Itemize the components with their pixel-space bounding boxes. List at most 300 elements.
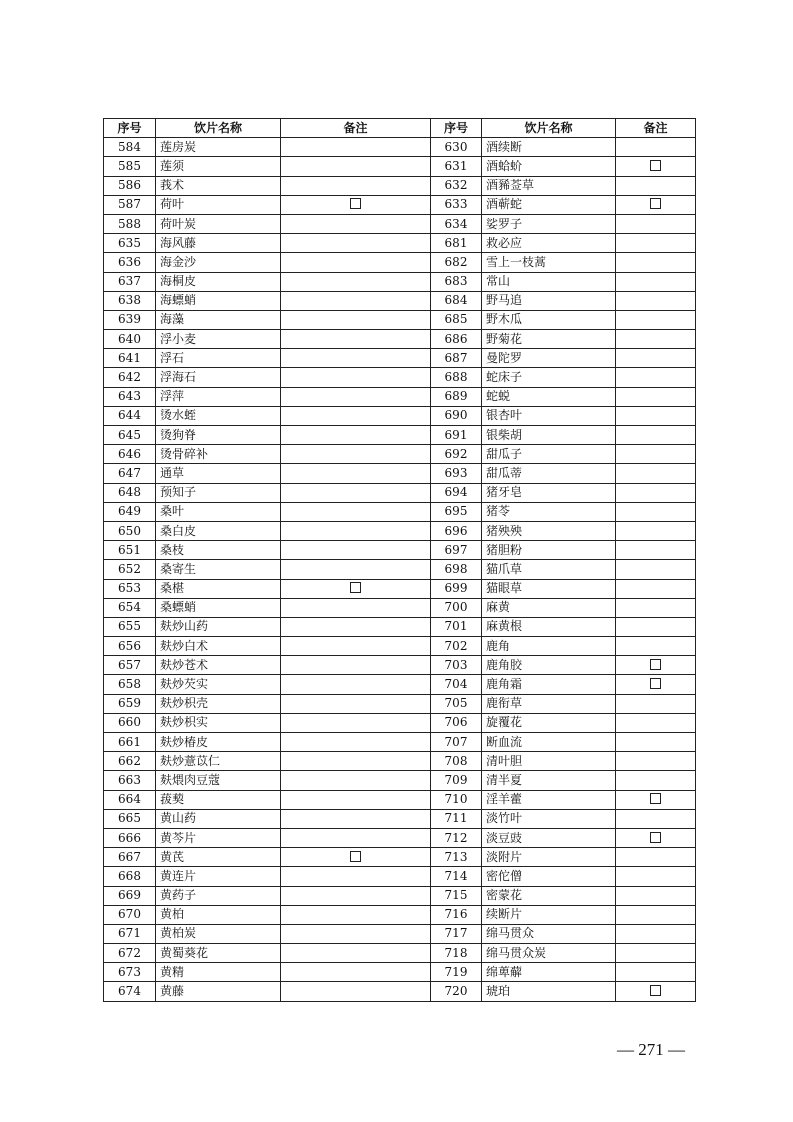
- index-cell: 651: [104, 541, 156, 560]
- table-row: [104, 848, 696, 867]
- table-row: [104, 176, 696, 195]
- herb-name-cell: 浮萍: [156, 387, 281, 406]
- index-cell: 715: [431, 886, 482, 905]
- note-cell: [281, 944, 431, 963]
- note-cell: [616, 464, 696, 483]
- note-cell: [281, 809, 431, 828]
- table-row: [104, 426, 696, 445]
- index-cell: 718: [431, 944, 482, 963]
- herb-name-cell: 通草: [156, 464, 281, 483]
- note-cell: [616, 406, 696, 425]
- herb-name-cell: 莲房炭: [156, 138, 281, 157]
- herb-name-cell: 桑椹: [156, 579, 281, 598]
- note-cell: [616, 694, 696, 713]
- index-cell: 635: [104, 234, 156, 253]
- checkbox-icon: [650, 659, 661, 670]
- index-cell: 633: [431, 195, 482, 214]
- table-body: [104, 138, 696, 1001]
- herb-name-cell: 淫羊藿: [482, 790, 616, 809]
- index-cell: 587: [104, 195, 156, 214]
- index-cell: 660: [104, 713, 156, 732]
- table-row: [104, 598, 696, 617]
- index-cell: 674: [104, 982, 156, 1001]
- note-cell: [281, 828, 431, 847]
- herb-name-cell: 桑螵蛸: [156, 598, 281, 617]
- index-cell: 668: [104, 867, 156, 886]
- herb-name-cell: 清叶胆: [482, 752, 616, 771]
- index-cell: 642: [104, 368, 156, 387]
- note-cell: [616, 214, 696, 233]
- table-row: [104, 521, 696, 540]
- note-cell: [616, 656, 696, 675]
- herb-name-cell: 桑寄生: [156, 560, 281, 579]
- note-cell: [281, 330, 431, 349]
- table-row: [104, 790, 696, 809]
- herb-name-cell: 猪胆粉: [482, 541, 616, 560]
- herb-name-cell: 淡豆豉: [482, 828, 616, 847]
- index-cell: 699: [431, 579, 482, 598]
- herb-name-cell: 绵马贯众炭: [482, 944, 616, 963]
- note-cell: [616, 867, 696, 886]
- note-cell: [616, 445, 696, 464]
- table-row: [104, 195, 696, 214]
- index-cell: 700: [431, 598, 482, 617]
- herb-name-cell: 野木瓜: [482, 310, 616, 329]
- note-cell: [281, 502, 431, 521]
- note-cell: [616, 330, 696, 349]
- index-cell: 658: [104, 675, 156, 694]
- note-cell: [616, 905, 696, 924]
- note-cell: [616, 828, 696, 847]
- note-cell: [281, 349, 431, 368]
- note-cell: [281, 982, 431, 1001]
- herb-name-cell: 麸炒枳实: [156, 713, 281, 732]
- index-cell: 697: [431, 541, 482, 560]
- herb-name-cell: 野菊花: [482, 330, 616, 349]
- index-cell: 698: [431, 560, 482, 579]
- note-cell: [281, 617, 431, 636]
- note-cell: [616, 291, 696, 310]
- checkbox-icon: [650, 985, 661, 996]
- index-cell: 720: [431, 982, 482, 1001]
- checkbox-icon: [650, 832, 661, 843]
- note-cell: [616, 713, 696, 732]
- herb-name-cell: 黄藤: [156, 982, 281, 1001]
- index-cell: 637: [104, 272, 156, 291]
- herb-name-cell: 麸炒芡实: [156, 675, 281, 694]
- index-cell: 639: [104, 310, 156, 329]
- note-cell: [281, 272, 431, 291]
- herb-name-cell: 浮小麦: [156, 330, 281, 349]
- index-cell: 666: [104, 828, 156, 847]
- herb-name-cell: 海金沙: [156, 253, 281, 272]
- index-cell: 672: [104, 944, 156, 963]
- index-cell: 687: [431, 349, 482, 368]
- herb-name-cell: 海螵蛸: [156, 291, 281, 310]
- herb-name-cell: 琥珀: [482, 982, 616, 1001]
- header-note-right: 备注: [616, 119, 696, 138]
- index-cell: 714: [431, 867, 482, 886]
- index-cell: 665: [104, 809, 156, 828]
- header-index-left: 序号: [104, 119, 156, 138]
- index-cell: 667: [104, 848, 156, 867]
- note-cell: [616, 617, 696, 636]
- herb-name-cell: 黄精: [156, 963, 281, 982]
- table-row: [104, 310, 696, 329]
- note-cell: [616, 138, 696, 157]
- header-name-left: 饮片名称: [156, 119, 281, 138]
- table-row: [104, 924, 696, 943]
- herb-name-cell: 桑枝: [156, 541, 281, 560]
- index-cell: 703: [431, 656, 482, 675]
- note-cell: [616, 848, 696, 867]
- index-cell: 702: [431, 637, 482, 656]
- herb-name-cell: 曼陀罗: [482, 349, 616, 368]
- herb-name-cell: 野马追: [482, 291, 616, 310]
- herb-name-cell: 麸炒枳壳: [156, 694, 281, 713]
- herb-name-cell: 娑罗子: [482, 214, 616, 233]
- note-cell: [281, 445, 431, 464]
- herb-name-cell: 浮海石: [156, 368, 281, 387]
- note-cell: [281, 905, 431, 924]
- herb-name-cell: 烫狗脊: [156, 426, 281, 445]
- index-cell: 669: [104, 886, 156, 905]
- herb-name-cell: 黄药子: [156, 886, 281, 905]
- herb-name-cell: 绵萆薢: [482, 963, 616, 982]
- header-index-right: 序号: [431, 119, 482, 138]
- note-cell: [616, 483, 696, 502]
- index-cell: 670: [104, 905, 156, 924]
- note-cell: [281, 387, 431, 406]
- checkbox-icon: [650, 160, 661, 171]
- note-cell: [281, 157, 431, 176]
- index-cell: 657: [104, 656, 156, 675]
- table-row: [104, 905, 696, 924]
- index-cell: 655: [104, 617, 156, 636]
- index-cell: 661: [104, 733, 156, 752]
- index-cell: 632: [431, 176, 482, 195]
- note-cell: [616, 733, 696, 752]
- herb-name-cell: 猪牙皂: [482, 483, 616, 502]
- table-row: [104, 483, 696, 502]
- herb-name-cell: 鹿角: [482, 637, 616, 656]
- herb-name-cell: 黄芪: [156, 848, 281, 867]
- herb-name-cell: 甜瓜蒂: [482, 464, 616, 483]
- note-cell: [281, 176, 431, 195]
- table-row: [104, 963, 696, 982]
- note-cell: [281, 541, 431, 560]
- note-cell: [616, 502, 696, 521]
- index-cell: 671: [104, 924, 156, 943]
- herb-name-cell: 猫爪草: [482, 560, 616, 579]
- index-cell: 688: [431, 368, 482, 387]
- index-cell: 649: [104, 502, 156, 521]
- herb-table: [103, 118, 696, 1002]
- note-cell: [616, 368, 696, 387]
- index-cell: 689: [431, 387, 482, 406]
- index-cell: 690: [431, 406, 482, 425]
- table-row: [104, 560, 696, 579]
- herb-name-cell: 黄连片: [156, 867, 281, 886]
- table-row: [104, 809, 696, 828]
- herb-name-cell: 雪上一枝蒿: [482, 253, 616, 272]
- note-cell: [616, 253, 696, 272]
- note-cell: [281, 521, 431, 540]
- index-cell: 644: [104, 406, 156, 425]
- table-row: [104, 157, 696, 176]
- index-cell: 634: [431, 214, 482, 233]
- note-cell: [616, 924, 696, 943]
- note-cell: [616, 176, 696, 195]
- index-cell: 683: [431, 272, 482, 291]
- index-cell: 713: [431, 848, 482, 867]
- table-row: [104, 253, 696, 272]
- table-row: [104, 406, 696, 425]
- herb-name-cell: 荷叶: [156, 195, 281, 214]
- note-cell: [281, 848, 431, 867]
- table-row: [104, 694, 696, 713]
- index-cell: 640: [104, 330, 156, 349]
- page-number: — 271 —: [617, 1040, 685, 1059]
- herb-name-cell: 浮石: [156, 349, 281, 368]
- note-cell: [281, 560, 431, 579]
- index-cell: 664: [104, 790, 156, 809]
- table-row: [104, 886, 696, 905]
- table-row: [104, 272, 696, 291]
- table-row: [104, 330, 696, 349]
- note-cell: [281, 733, 431, 752]
- index-cell: 584: [104, 138, 156, 157]
- note-cell: [281, 253, 431, 272]
- table-row: [104, 234, 696, 253]
- table-row: [104, 502, 696, 521]
- herb-name-cell: 续断片: [482, 905, 616, 924]
- checkbox-icon: [650, 793, 661, 804]
- note-cell: [281, 195, 431, 214]
- herb-name-cell: 鹿角胶: [482, 656, 616, 675]
- note-cell: [281, 214, 431, 233]
- index-cell: 711: [431, 809, 482, 828]
- herb-name-cell: 断血流: [482, 733, 616, 752]
- herb-name-cell: 海风藤: [156, 234, 281, 253]
- note-cell: [281, 867, 431, 886]
- note-cell: [281, 406, 431, 425]
- note-cell: [616, 963, 696, 982]
- herb-name-cell: 银柴胡: [482, 426, 616, 445]
- herb-name-cell: 酒蕲蛇: [482, 195, 616, 214]
- index-cell: 659: [104, 694, 156, 713]
- note-cell: [281, 310, 431, 329]
- note-cell: [616, 809, 696, 828]
- herb-name-cell: 黄芩片: [156, 828, 281, 847]
- index-cell: 712: [431, 828, 482, 847]
- note-cell: [616, 886, 696, 905]
- note-cell: [281, 464, 431, 483]
- herb-name-cell: 菝葜: [156, 790, 281, 809]
- herb-name-cell: 猪苓: [482, 502, 616, 521]
- index-cell: 673: [104, 963, 156, 982]
- herb-name-cell: 鹿衔草: [482, 694, 616, 713]
- index-cell: 631: [431, 157, 482, 176]
- herb-name-cell: 密佗僧: [482, 867, 616, 886]
- note-cell: [281, 963, 431, 982]
- note-cell: [281, 598, 431, 617]
- herb-name-cell: 淡附片: [482, 848, 616, 867]
- table-row: [104, 445, 696, 464]
- index-cell: 694: [431, 483, 482, 502]
- note-cell: [616, 310, 696, 329]
- index-cell: 719: [431, 963, 482, 982]
- note-cell: [616, 752, 696, 771]
- herb-name-cell: 麸炒山药: [156, 617, 281, 636]
- index-cell: 643: [104, 387, 156, 406]
- table-row: [104, 637, 696, 656]
- index-cell: 692: [431, 445, 482, 464]
- herb-name-cell: 麸煨肉豆蔻: [156, 771, 281, 790]
- header-note-left: 备注: [281, 119, 431, 138]
- index-cell: 701: [431, 617, 482, 636]
- note-cell: [281, 924, 431, 943]
- note-cell: [616, 637, 696, 656]
- index-cell: 705: [431, 694, 482, 713]
- table-row: [104, 464, 696, 483]
- note-cell: [616, 944, 696, 963]
- note-cell: [616, 234, 696, 253]
- note-cell: [281, 234, 431, 253]
- table-row: [104, 752, 696, 771]
- note-cell: [281, 713, 431, 732]
- checkbox-icon: [350, 851, 361, 862]
- table-row: [104, 944, 696, 963]
- table-row: [104, 828, 696, 847]
- index-cell: 636: [104, 253, 156, 272]
- herb-name-cell: 救必应: [482, 234, 616, 253]
- index-cell: 708: [431, 752, 482, 771]
- herb-name-cell: 烫水蛭: [156, 406, 281, 425]
- herb-name-cell: 莲须: [156, 157, 281, 176]
- note-cell: [281, 656, 431, 675]
- index-cell: 647: [104, 464, 156, 483]
- index-cell: 586: [104, 176, 156, 195]
- note-cell: [616, 157, 696, 176]
- herb-name-cell: 蛇床子: [482, 368, 616, 387]
- index-cell: 706: [431, 713, 482, 732]
- note-cell: [616, 195, 696, 214]
- index-cell: 716: [431, 905, 482, 924]
- table-row: [104, 291, 696, 310]
- herb-name-cell: 麸炒苍术: [156, 656, 281, 675]
- table-row: [104, 733, 696, 752]
- note-cell: [616, 521, 696, 540]
- index-cell: 696: [431, 521, 482, 540]
- header-name-right: 饮片名称: [482, 119, 616, 138]
- table-row: [104, 867, 696, 886]
- herb-name-cell: 黄山药: [156, 809, 281, 828]
- herb-name-cell: 麻黄: [482, 598, 616, 617]
- herb-name-cell: 猪殃殃: [482, 521, 616, 540]
- note-cell: [616, 560, 696, 579]
- index-cell: 654: [104, 598, 156, 617]
- note-cell: [616, 387, 696, 406]
- table-row: [104, 617, 696, 636]
- note-cell: [616, 579, 696, 598]
- checkbox-icon: [350, 582, 361, 593]
- index-cell: 693: [431, 464, 482, 483]
- index-cell: 710: [431, 790, 482, 809]
- index-cell: 630: [431, 138, 482, 157]
- herb-name-cell: 绵马贯众: [482, 924, 616, 943]
- herb-name-cell: 黄蜀葵花: [156, 944, 281, 963]
- herb-name-cell: 酒蛤蚧: [482, 157, 616, 176]
- herb-name-cell: 酒豨莶草: [482, 176, 616, 195]
- index-cell: 641: [104, 349, 156, 368]
- index-cell: 646: [104, 445, 156, 464]
- table-row: [104, 368, 696, 387]
- note-cell: [616, 598, 696, 617]
- table-row: [104, 771, 696, 790]
- note-cell: [616, 349, 696, 368]
- index-cell: 588: [104, 214, 156, 233]
- index-cell: 704: [431, 675, 482, 694]
- note-cell: [281, 291, 431, 310]
- table-row: [104, 214, 696, 233]
- herb-name-cell: 甜瓜子: [482, 445, 616, 464]
- herb-name-cell: 黄柏炭: [156, 924, 281, 943]
- herb-name-cell: 蛇蜕: [482, 387, 616, 406]
- index-cell: 691: [431, 426, 482, 445]
- note-cell: [616, 790, 696, 809]
- note-cell: [616, 675, 696, 694]
- index-cell: 684: [431, 291, 482, 310]
- herb-name-cell: 烫骨碎补: [156, 445, 281, 464]
- table-row: [104, 656, 696, 675]
- herb-name-cell: 麸炒白术: [156, 637, 281, 656]
- herb-name-cell: 海桐皮: [156, 272, 281, 291]
- note-cell: [281, 637, 431, 656]
- index-cell: 648: [104, 483, 156, 502]
- note-cell: [281, 675, 431, 694]
- table-row: [104, 675, 696, 694]
- table-row: [104, 713, 696, 732]
- index-cell: 663: [104, 771, 156, 790]
- herb-name-cell: 海藻: [156, 310, 281, 329]
- herb-name-cell: 黄柏: [156, 905, 281, 924]
- note-cell: [281, 426, 431, 445]
- note-cell: [616, 982, 696, 1001]
- herb-name-cell: 酒续断: [482, 138, 616, 157]
- checkbox-icon: [650, 198, 661, 209]
- herb-name-cell: 密蒙花: [482, 886, 616, 905]
- herb-name-cell: 预知子: [156, 483, 281, 502]
- herb-name-cell: 常山: [482, 272, 616, 291]
- index-cell: 685: [431, 310, 482, 329]
- index-cell: 638: [104, 291, 156, 310]
- herb-name-cell: 桑白皮: [156, 521, 281, 540]
- checkbox-icon: [650, 678, 661, 689]
- herb-name-cell: 麸炒椿皮: [156, 733, 281, 752]
- herb-name-cell: 猫眼草: [482, 579, 616, 598]
- herb-name-cell: 淡竹叶: [482, 809, 616, 828]
- index-cell: 650: [104, 521, 156, 540]
- table-row: [104, 138, 696, 157]
- table-row: [104, 349, 696, 368]
- table-row: [104, 387, 696, 406]
- index-cell: 695: [431, 502, 482, 521]
- note-cell: [616, 541, 696, 560]
- herb-name-cell: 清半夏: [482, 771, 616, 790]
- note-cell: [281, 579, 431, 598]
- note-cell: [281, 138, 431, 157]
